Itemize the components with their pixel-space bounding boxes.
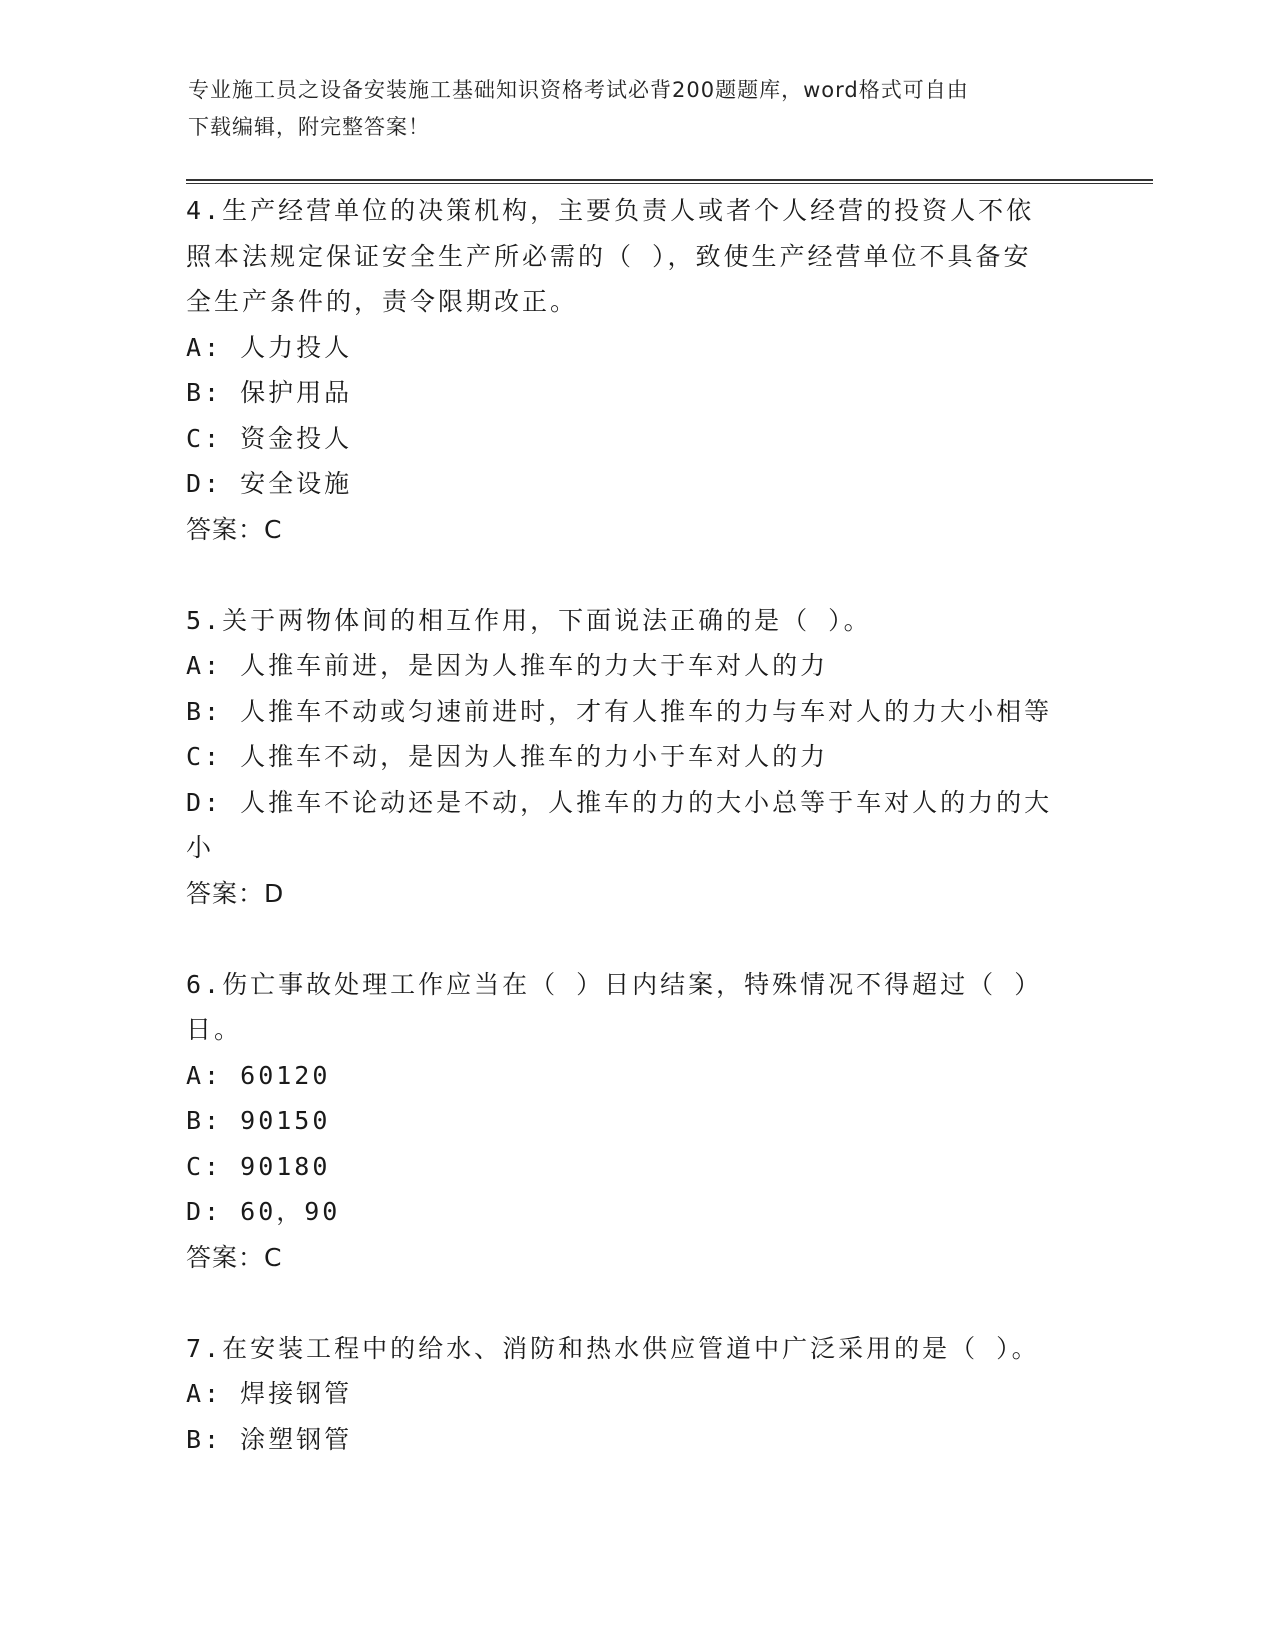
header-line-1: 专业施工员之设备安装施工基础知识资格考试必背200题题库，word格式可自由 <box>188 78 969 102</box>
spacer <box>186 552 1086 598</box>
question-4 <box>186 188 1086 552</box>
option-a: A: 60120 <box>186 1060 331 1090</box>
question-text-line: 6.伤亡事故处理工作应当在（ ）日内结案，特殊情况不得超过（ ） <box>186 969 1043 999</box>
spacer <box>186 1280 1086 1326</box>
question-text-line: 5.关于两物体间的相互作用，下面说法正确的是（ ）。 <box>186 605 872 635</box>
option-c: C: 人推车不动，是因为人推车的力小于车对人的力 <box>186 742 829 771</box>
question-text-line: 日。 <box>186 1015 243 1044</box>
option-b: B: 人推车不动或匀速前进时，才有人推车的力与车对人的力大小相等 <box>186 696 1053 726</box>
option-b: B: 90150 <box>186 1106 331 1135</box>
option-b: B: 保护用品 <box>186 378 353 407</box>
option-a: A: 焊接钢管 <box>186 1379 353 1408</box>
question-text-line: 全生产条件的，责令限期改正。 <box>186 287 579 316</box>
document-header <box>188 72 1088 146</box>
question-6 <box>186 962 1086 1281</box>
question-7 <box>186 1326 1086 1463</box>
spacer <box>186 916 1086 962</box>
header-line-2: 下载编辑，附完整答案！ <box>188 115 430 139</box>
option-b: B: 涂塑钢管 <box>186 1424 353 1454</box>
header-divider-thick <box>186 179 1153 181</box>
option-d: D: 60，90 <box>186 1197 341 1226</box>
header-divider-thin <box>186 183 1153 184</box>
option-a: A: 人力投人 <box>186 332 353 362</box>
question-text-line: 照本法规定保证安全生产所必需的（ ），致使生产经营单位不具备安 <box>186 241 1032 271</box>
answer: 答案：D <box>186 878 285 908</box>
answer: 答案：C <box>186 514 283 544</box>
answer: 答案：C <box>186 1242 283 1272</box>
question-5 <box>186 598 1086 917</box>
question-text-line: 4.生产经营单位的决策机构，主要负责人或者个人经营的投资人不依 <box>186 196 1035 225</box>
question-list <box>186 188 1086 1462</box>
question-text-line: 7.在安装工程中的给水、消防和热水供应管道中广泛采用的是（ ）。 <box>186 1333 1040 1363</box>
option-d: D: 安全设施 <box>186 469 353 498</box>
option-d-continued: 小 <box>186 833 215 862</box>
option-d: D: 人推车不论动还是不动，人推车的力的大小总等于车对人的力的大 <box>186 787 1053 817</box>
option-c: C: 90180 <box>186 1151 331 1181</box>
option-c: C: 资金投人 <box>186 423 353 453</box>
option-a: A: 人推车前进，是因为人推车的力大于车对人的力 <box>186 651 829 680</box>
